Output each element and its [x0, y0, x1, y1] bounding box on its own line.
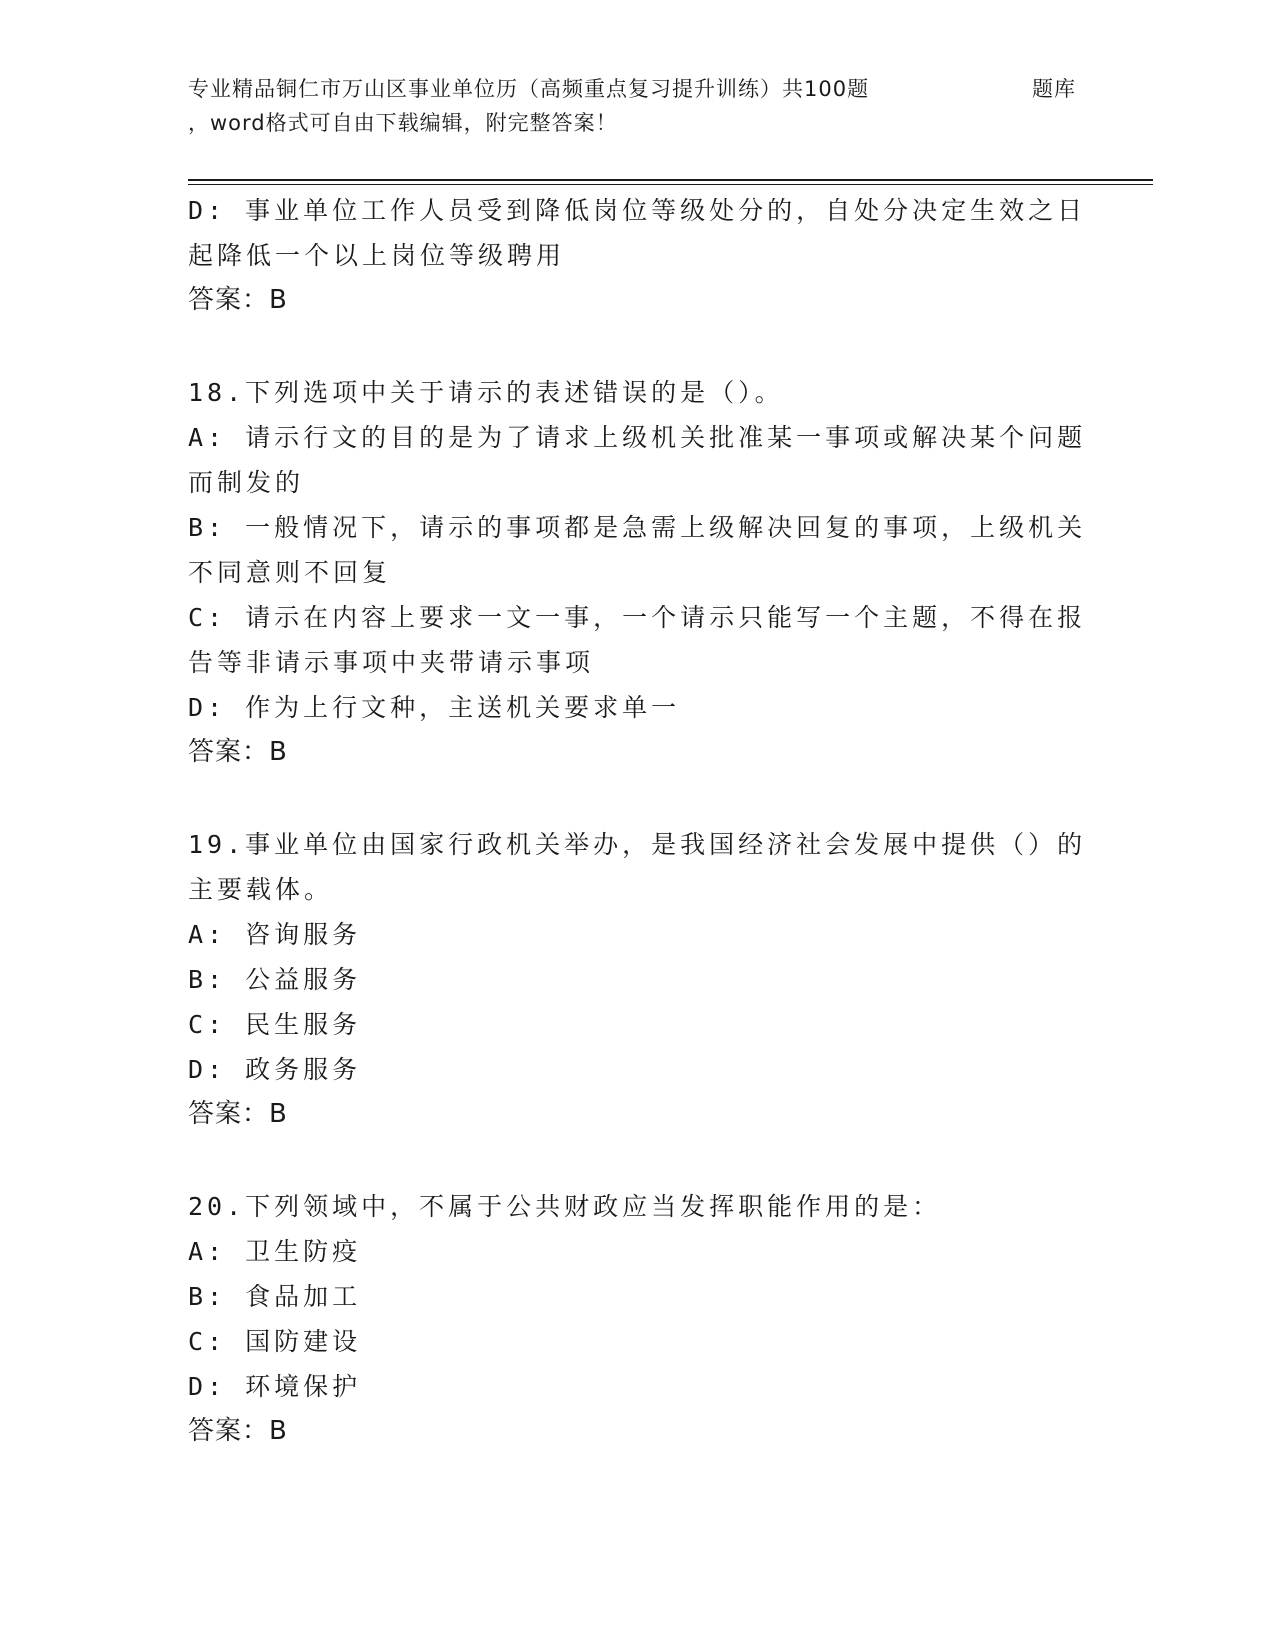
question-20	[188, 1184, 1068, 1454]
header-divider	[188, 179, 1153, 181]
question-stem: 主要载体。	[188, 875, 334, 904]
option-line: A: 卫生防疫	[188, 1237, 362, 1266]
option-line: C: 国防建设	[188, 1327, 362, 1356]
header-divider-thin	[188, 184, 1153, 185]
document-title: 专业精品铜仁市万山区事业单位历（高频重点复习提升训练）共100题	[188, 77, 870, 101]
option-line: A: 咨询服务	[188, 920, 362, 949]
answer-line: 答案：B	[188, 285, 288, 315]
option-line: 而制发的	[188, 468, 305, 497]
option-line: D: 事业单位工作人员受到降低岗位等级处分的，自处分决定生效之日	[188, 196, 1087, 225]
option-line: D: 作为上行文种，主送机关要求单一	[188, 693, 681, 722]
spacer	[188, 1137, 1068, 1184]
page-header	[188, 72, 1088, 140]
question-stem: 20.下列领域中，不属于公共财政应当发挥职能作用的是：	[188, 1192, 942, 1221]
header-tag: 题库	[1032, 77, 1076, 101]
question-18	[188, 370, 1087, 775]
question-stem: 19.事业单位由国家行政机关举办，是我国经济社会发展中提供（）的	[188, 830, 1087, 859]
answer-line: 答案：B	[188, 1416, 288, 1446]
option-line: B: 一般情况下，请示的事项都是急需上级解决回复的事项，上级机关	[188, 513, 1087, 542]
question-stem: 18.下列选项中关于请示的表述错误的是（）。	[188, 378, 784, 407]
continued-question	[188, 188, 1087, 323]
option-line: 起降低一个以上岗位等级聘用	[188, 241, 566, 270]
spacer	[188, 775, 1068, 822]
option-line: C: 请示在内容上要求一文一事，一个请示只能写一个主题，不得在报	[188, 603, 1087, 632]
option-line: A: 请示行文的目的是为了请求上级机关批准某一事项或解决某个问题	[188, 423, 1087, 452]
question-19	[188, 822, 1087, 1137]
spacer	[188, 323, 1068, 370]
document-body	[188, 188, 1087, 1454]
option-line: 不同意则不回复	[188, 558, 392, 587]
option-line: C: 民生服务	[188, 1010, 362, 1039]
option-line: B: 公益服务	[188, 965, 362, 994]
answer-line: 答案：B	[188, 1099, 288, 1129]
option-line: 告等非请示事项中夹带请示事项	[188, 648, 595, 677]
option-line: D: 政务服务	[188, 1055, 362, 1084]
option-line: B: 食品加工	[188, 1282, 362, 1311]
option-line: D: 环境保护	[188, 1372, 362, 1401]
header-line	[188, 72, 1088, 106]
document-subtitle: ，word格式可自由下载编辑，附完整答案！	[188, 111, 618, 135]
answer-line: 答案：B	[188, 737, 288, 767]
